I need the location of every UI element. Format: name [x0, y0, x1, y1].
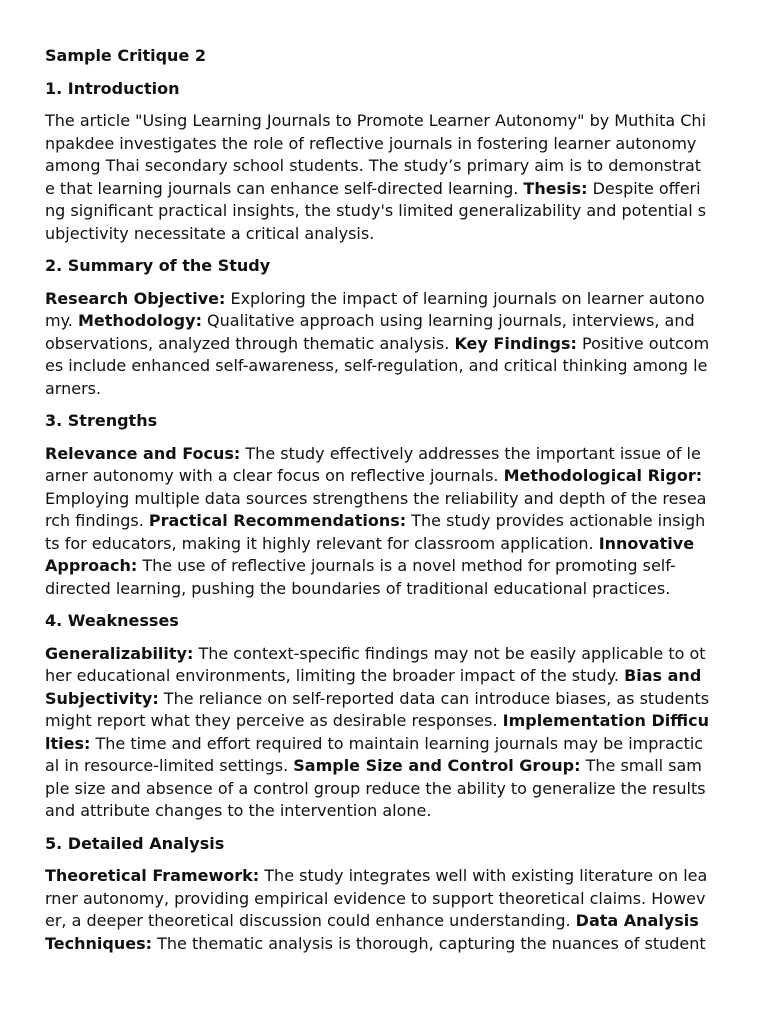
section-heading: 4. Weaknesses — [45, 611, 179, 630]
paragraph-text: The time and effort required to maintain learning journals may be impractic al in resource-limited settings. — [45, 733, 704, 775]
bold-term: Research Objective: — [45, 288, 226, 308]
paragraph-text: The study effectively addresses the important issue of le arner autonomy with a clear focus on reflective journals. — [45, 443, 701, 485]
paragraph-text: The use of reflective journals is a novel method for promoting self- directed learning, pushing the boundaries of traditional educational practices. — [45, 556, 676, 598]
paragraph-text: Exploring the impact of learning journals on learner autono my. — [45, 288, 705, 330]
bold-term: Implementation Difficu lties: — [45, 711, 709, 753]
paragraph-text: The article "Using Learning Journals to Promote Learner Autonomy" by Muthita Chi npakdee investigates the role of reflective journals in fostering learner autonomy among Thai secondary school students. The study’s primary aim is to demonstrat e that learning journals can enhance self-directed learning. — [45, 111, 707, 198]
bold-term: Generalizability: — [45, 643, 194, 663]
paragraph-text: The small sam ple size and absence of a control group reduce the ability to generalize the results and attribute changes to the intervention alone. — [45, 756, 706, 820]
bold-term: Practical Recommendations: — [148, 511, 407, 530]
bold-term: Theoretical Framework: — [45, 866, 260, 885]
bold-term: Thesis: — [523, 178, 588, 198]
bold-term: Innovative Approach: — [45, 533, 695, 575]
bold-term: Methodology: — [77, 311, 202, 330]
section-heading: 3. Strengths — [45, 411, 158, 430]
paragraph-text: Qualitative approach using learning journals, interviews, and observations, analyzed through thematic analysis. — [45, 311, 695, 353]
bold-term: Sample Size and Control Group: — [293, 756, 581, 775]
section-paragraph — [45, 643, 723, 823]
section-heading: 2. Summary of the Study — [45, 256, 271, 275]
bold-term: Key Findings: — [454, 333, 577, 353]
bold-term: Data Analysis Techniques: — [45, 911, 699, 953]
section-paragraph — [45, 865, 723, 955]
paragraph-text: The reliance on self-reported data can introduce biases, as students might report what they perceive as desirable responses. — [45, 688, 710, 730]
document-body — [45, 78, 723, 956]
paragraph-text: Employing multiple data sources strengthens the reliability and depth of the resea rch findings. — [45, 488, 707, 530]
document-title: Sample Critique 2 — [45, 46, 206, 65]
section-heading: 5. Detailed Analysis — [45, 833, 225, 853]
paragraph-text: Despite offeri ng significant practical insights, the study's limited generalizability and potential s ubjectivity necessitate a critical analysis. — [45, 178, 707, 243]
section-paragraph — [45, 110, 723, 245]
paragraph-text: The thematic analysis is thorough, capturing the nuances of student — [152, 933, 706, 953]
section-paragraph — [45, 443, 723, 601]
bold-term: Methodological Rigor: — [503, 466, 703, 485]
paragraph-text: The study integrates well with existing literature on lea rner autonomy, providing empirical evidence to support theoretical claims. Howev er, a deeper theoretical discussion could enhance understanding. — [45, 866, 708, 930]
section-heading: 1. Introduction — [45, 78, 180, 98]
paragraph-text: The context-specific findings may not be easily applicable to ot her educational environments, limiting the broader impact of the study. — [45, 643, 706, 685]
bold-term: Bias and Subjectivity: — [45, 666, 702, 708]
bold-term: Relevance and Focus: — [45, 443, 241, 463]
paragraph-text: The study provides actionable insigh ts for educators, making it highly relevant for classroom application. — [45, 511, 706, 553]
paragraph-text: Positive outcom es include enhanced self-awareness, self-regulation, and critical thinking among le arners. — [45, 333, 710, 398]
section-paragraph — [45, 288, 723, 401]
